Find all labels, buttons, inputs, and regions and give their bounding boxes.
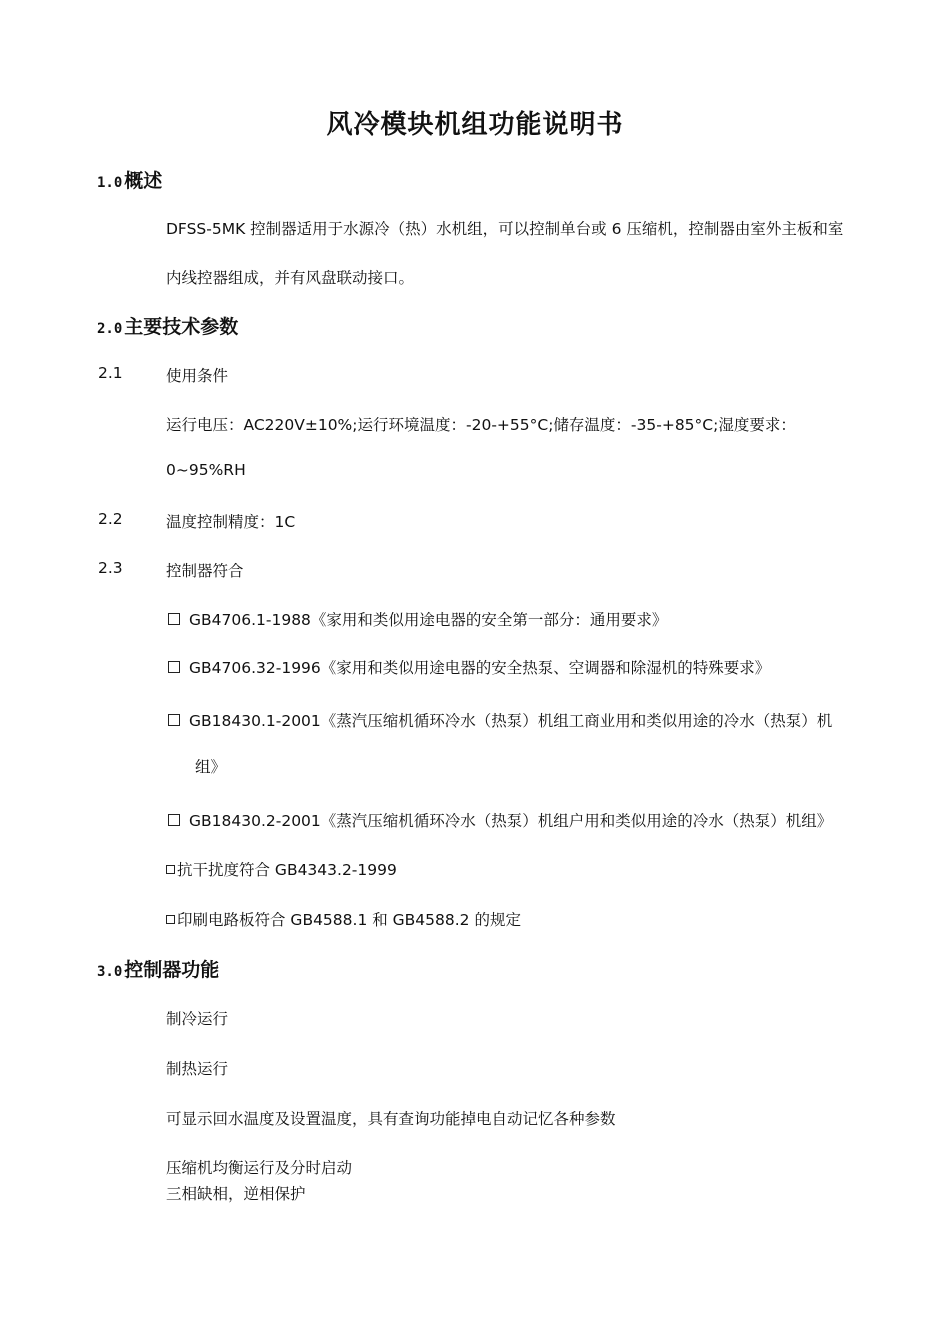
function-item-3: 可显示回水温度及设置温度，具有查询功能掉电自动记忆各种参数	[166, 1110, 616, 1128]
standard-item-1-text: GB4706.1-1988《家用和类似用途电器的安全第一部分：通用要求》	[189, 611, 668, 629]
standard-item-4-text: GB18430.2-2001《蒸汽压缩机循环冷水（热泵）机组户用和类似用途的冷水（热泵）机组》	[189, 812, 833, 830]
item-2-2-label: 温度控制精度：1C	[166, 513, 296, 531]
section-1-number: 1.0	[97, 175, 123, 191]
function-item-1: 制冷运行	[166, 1010, 229, 1028]
standard-item-3-text-line-2: 组》	[195, 758, 227, 776]
function-item-2: 制热运行	[166, 1060, 229, 1078]
standard-item-2	[168, 656, 770, 678]
checkbox-icon	[166, 865, 175, 874]
checkbox-icon	[168, 714, 180, 726]
item-2-1-number: 2.1	[98, 364, 123, 382]
section-3-heading	[97, 955, 219, 982]
checkbox-icon	[168, 814, 180, 826]
section-1-paragraph-line-2: 内线控器组成，并有风盘联动接口。	[166, 269, 415, 287]
function-item-5: 三相缺相，逆相保护	[166, 1185, 306, 1203]
checkbox-icon	[168, 661, 180, 673]
item-2-3-number: 2.3	[98, 559, 123, 577]
checkbox-icon	[166, 915, 175, 924]
section-1-heading	[97, 166, 162, 193]
section-2-heading	[97, 312, 238, 339]
standard-item-6	[166, 908, 521, 930]
item-2-1-conditions-line-1: 运行电压：AC220V±10%;运行环境温度：-20-+55°C;储存温度：-35-+85°C;湿度要求：	[166, 416, 796, 434]
standard-item-5	[166, 858, 397, 880]
item-2-2-number: 2.2	[98, 510, 123, 528]
checkbox-icon	[168, 613, 180, 625]
section-1-paragraph-line-1: DFSS-5MK 控制器适用于水源冷（热）水机组，可以控制单台或 6 压缩机，控制器由室外主板和室	[166, 220, 844, 238]
standard-item-3	[168, 709, 832, 731]
item-2-3-label: 控制器符合	[166, 562, 244, 580]
standard-item-2-text: GB4706.32-1996《家用和类似用途电器的安全热泵、空调器和除湿机的特殊要求》	[189, 659, 771, 677]
section-3-number: 3.0	[97, 964, 123, 980]
standard-item-6-text: 印刷电路板符合 GB4588.1 和 GB4588.2 的规定	[177, 911, 521, 929]
section-2-number: 2.0	[97, 321, 123, 337]
standard-item-3-text-line-1: GB18430.1-2001《蒸汽压缩机循环冷水（热泵）机组工商业用和类似用途的冷水（热泵）机	[189, 712, 833, 730]
standard-item-1	[168, 608, 667, 630]
section-3-title: 控制器功能	[124, 959, 220, 981]
document-title: 风冷模块机组功能说明书	[326, 110, 624, 140]
function-item-4: 压缩机均衡运行及分时启动	[166, 1159, 353, 1177]
item-2-1-label: 使用条件	[166, 367, 229, 385]
section-1-title: 概述	[124, 170, 163, 192]
section-2-title: 主要技术参数	[124, 316, 239, 338]
item-2-1-conditions-line-2: 0~95%RH	[166, 461, 246, 479]
standard-item-4	[168, 809, 832, 831]
standard-item-5-text: 抗干扰度符合 GB4343.2-1999	[177, 861, 397, 879]
